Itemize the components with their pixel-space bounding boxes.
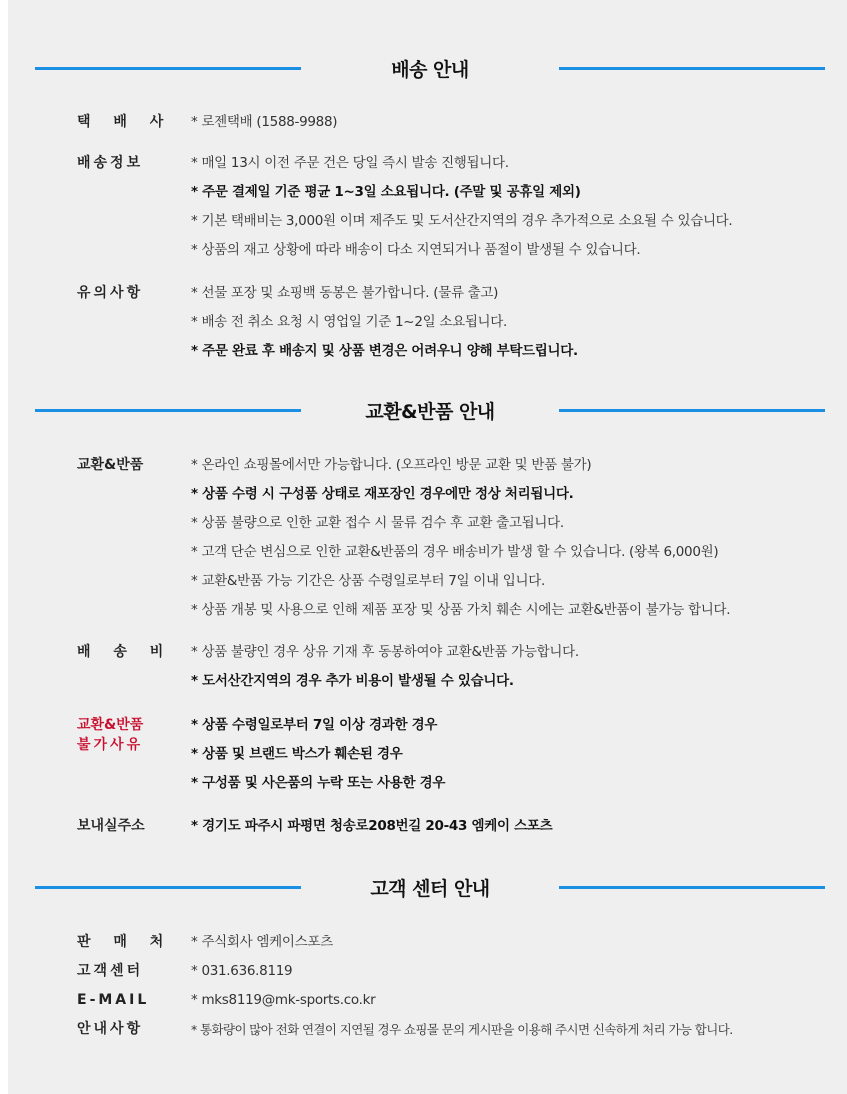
shipping-title: 배송 안내 <box>391 59 469 81</box>
divider-line-left <box>35 409 301 412</box>
return-address-label: 보내실주소 <box>77 818 145 834</box>
shipping-notice-line: * 주문 완료 후 배송지 및 상품 변경은 어려우니 양해 부탁드립니다. <box>191 343 578 359</box>
exchange-line: * 상품 수령 시 구성품 상태로 재포장인 경우에만 정상 처리됩니다. <box>191 486 574 502</box>
seller-value: * 주식회사 엠케이스포츠 <box>191 934 333 950</box>
exchange-section-header <box>8 389 847 429</box>
divider-line-right <box>559 409 825 412</box>
exchange-title: 교환&반품 안내 <box>365 401 495 423</box>
exchange-fee-line: * 도서산간지역의 경우 추가 비용이 발생될 수 있습니다. <box>191 673 514 689</box>
exchange-line: * 온라인 쇼핑몰에서만 가능합니다. (오프라인 방문 교환 및 반품 불가) <box>191 457 592 473</box>
page <box>8 0 847 1094</box>
shipping-info-label: 배송정보 <box>77 155 144 171</box>
exchange-unavailable-label <box>77 715 187 755</box>
shipping-info-line: * 상품의 재고 상황에 따라 배송이 다소 지연되거나 품절이 발생될 수 있습니다. <box>191 242 641 258</box>
shipping-info-line: * 기본 택배비는 3,000원 이며 제주도 및 도서산간지역의 경우 추가적으로 소요될 수 있습니다. <box>191 213 733 229</box>
exchange-unavailable-label-line: 불가사유 <box>77 737 144 753</box>
guide-value: * 통화량이 많아 전화 연결이 지연될 경우 쇼핑몰 문의 게시판을 이용해 주시면 신속하게 처리 가능 합니다. <box>191 1022 733 1037</box>
exchange-line: * 고객 단순 변심으로 인한 교환&반품의 경우 배송비가 발생 할 수 있습니다. (왕복 6,000원) <box>191 544 719 560</box>
shipping-notice-label: 유의사항 <box>77 285 144 301</box>
customer-center-label: 고객센터 <box>77 963 144 979</box>
shipping-section-header <box>8 47 847 87</box>
exchange-line: * 교환&반품 가능 기간은 상품 수령일로부터 7일 이내 입니다. <box>191 573 545 589</box>
shipping-info-line: * 매일 13시 이전 주문 건은 당일 즉시 발송 진행됩니다. <box>191 155 509 171</box>
courier-label: 택 배 사 <box>77 114 173 130</box>
return-address-value: * 경기도 파주시 파평면 청송로208번길 20-43 엠케이 스포츠 <box>191 818 553 834</box>
exchange-unavailable-line: * 상품 및 브랜드 박스가 훼손된 경우 <box>191 746 403 762</box>
seller-label: 판 매 처 <box>77 934 173 950</box>
courier-value: * 로젠택배 (1588-9988) <box>191 114 338 130</box>
shipping-notice-line: * 배송 전 취소 요청 시 영업일 기준 1~2일 소요됩니다. <box>191 314 508 330</box>
email-value[interactable]: * mks8119@mk-sports.co.kr <box>191 992 376 1008</box>
email-label: E-MAIL <box>77 992 150 1008</box>
shipping-notice-line: * 선물 포장 및 쇼핑백 동봉은 불가합니다. (물류 출고) <box>191 285 499 301</box>
divider-line-left <box>35 67 301 70</box>
divider-line-right <box>559 886 825 889</box>
exchange-fee-label: 배 송 비 <box>77 644 173 660</box>
divider-line-left <box>35 886 301 889</box>
exchange-general-label: 교환&반품 <box>77 457 144 473</box>
exchange-unavailable-label-line: 교환&반품 <box>77 717 144 733</box>
exchange-line: * 상품 개봉 및 사용으로 인해 제품 포장 및 상품 가치 훼손 시에는 교환&반품이 불가능 합니다. <box>191 602 731 618</box>
exchange-unavailable-line: * 구성품 및 사은품의 누락 또는 사용한 경우 <box>191 775 446 791</box>
exchange-unavailable-line: * 상품 수령일로부터 7일 이상 경과한 경우 <box>191 717 438 733</box>
customer-center-phone: * 031.636.8119 <box>191 963 293 979</box>
divider-line-right <box>559 67 825 70</box>
guide-label: 안내사항 <box>77 1021 144 1037</box>
customer-section-header <box>8 866 847 906</box>
exchange-fee-line: * 상품 불량인 경우 상유 기재 후 동봉하여야 교환&반품 가능합니다. <box>191 644 579 660</box>
customer-title: 고객 센터 안내 <box>370 878 490 900</box>
shipping-info-line: * 주문 결제일 기준 평균 1~3일 소요됩니다. (주말 및 공휴일 제외) <box>191 184 581 200</box>
exchange-line: * 상품 불량으로 인한 교환 접수 시 물류 검수 후 교환 출고됩니다. <box>191 515 564 531</box>
